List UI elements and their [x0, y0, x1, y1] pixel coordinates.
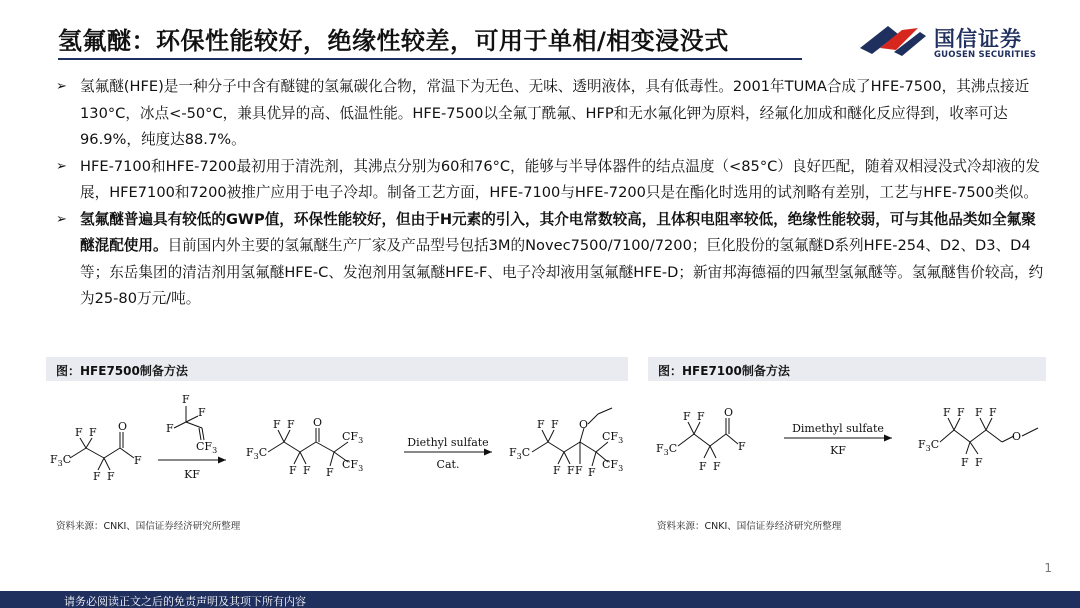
- brand-name: 国信证券: [934, 27, 1022, 51]
- hfe7500-scheme-drawing: [46, 388, 628, 503]
- svg-text:F: F: [713, 460, 721, 473]
- reagent-label: Diethyl sulfate: [407, 436, 489, 449]
- reagent-label: Dimethyl sulfate: [792, 422, 884, 435]
- svg-text:F: F: [738, 440, 746, 453]
- svg-text:O: O: [1012, 430, 1022, 443]
- svg-text:F: F: [166, 422, 174, 435]
- svg-text:CF3: $CF_3$: [342, 458, 364, 473]
- svg-text:F3C: $F_3C$: [509, 446, 531, 461]
- slide-header: [0, 0, 1080, 66]
- svg-text:F3C: $F_3C$: [50, 453, 72, 468]
- bullet-arrow-icon: ➢: [56, 211, 67, 227]
- hfe7500-reaction-scheme: [46, 388, 628, 503]
- hfe7100-scheme-drawing: [648, 388, 1046, 503]
- svg-text:O: O: [118, 420, 128, 433]
- svg-text:F: F: [588, 466, 596, 479]
- svg-text:F: F: [93, 470, 101, 483]
- bullet-normal-text: 目前国内外主要的氢氟醚生产厂家及产品型号包括3M的Novec7500/7100/7200；巨化股份的氢氟醚D系列HFE-254、D2、D3、D4等；东岳集团的清洁剂用氢氟醚HFE-C、发泡剂用氢氟醚HFE-F、电子冷却液用氢氟醚HFE-D；新宙邦海德福的四氟型氢氟醚等。氢氟醚售价较高，约为25-80万元/吨。: [80, 237, 1044, 307]
- svg-text:F: F: [697, 410, 705, 423]
- svg-text:F: F: [107, 470, 115, 483]
- figure-caption-bar-left: [46, 357, 628, 381]
- figure-source: 资料来源：CNKI、国信证券经济研究所整理: [56, 521, 241, 532]
- title-underline: [58, 58, 802, 60]
- svg-text:F: F: [575, 464, 583, 477]
- svg-text:F: F: [75, 426, 83, 439]
- svg-text:F: F: [943, 406, 951, 419]
- svg-text:F: F: [553, 464, 561, 477]
- bullet-arrow-icon: ➢: [56, 79, 67, 94]
- svg-text:O: O: [724, 406, 734, 419]
- svg-text:CF3: $CF_3$: [602, 458, 624, 473]
- svg-text:CF3: $CF_3$: [342, 430, 364, 445]
- svg-text:F: F: [134, 454, 142, 467]
- svg-text:F3C: $F_3C$: [918, 438, 940, 453]
- bullet-item-gwp: [56, 207, 1046, 313]
- page-number: 1: [1044, 561, 1052, 575]
- svg-text:F3C: $F_3C$: [656, 442, 678, 457]
- bullet-item-hfe7500: [56, 74, 1046, 154]
- bullet-text: 氢氟醚(HFE)是一种分子中含有醚键的氢氟碳化合物，常温下为无色、无味、透明液体，具有低毒性。2001年TUMA合成了HFE-7500，其沸点接近130°C，冰点<-50°C，兼具优异的高、低温性能。HFE-7500以全氟丁酰氟、HFP和无水氟化钾为原料，经氟化加成和醚化反应得到，收率可达96.9%，纯度达88.7%。: [80, 78, 1030, 148]
- bullet-bold-text: 氢氟醚普遍具有较低的GWP值，环保性能较好，但由于H元素的引入，其介电常数较高，且体积电阻率较低，绝缘性能较弱，可与其他品类如全氟聚醚混配使用。: [80, 210, 1036, 254]
- svg-text:F: F: [326, 466, 334, 479]
- svg-text:F: F: [198, 406, 206, 419]
- reagent-label: KF: [184, 468, 200, 481]
- svg-text:F: F: [182, 393, 190, 406]
- svg-text:CF3: $CF_3$: [196, 440, 218, 455]
- svg-text:F: F: [287, 418, 295, 431]
- figure-caption: 图：HFE7500制备方法: [56, 364, 188, 378]
- bullet-item-hfe7100-7200: [56, 154, 1046, 207]
- svg-text:F3C: $F_3C$: [246, 446, 268, 461]
- footer-bar: [0, 591, 1080, 608]
- svg-text:F: F: [273, 418, 281, 431]
- figure-caption: 图：HFE7100制备方法: [658, 364, 790, 378]
- reagent-label: Cat.: [436, 458, 460, 471]
- svg-text:F: F: [567, 464, 575, 477]
- bullet-arrow-icon: ➢: [56, 158, 67, 174]
- svg-text:CF3: $CF_3$: [602, 430, 624, 445]
- svg-text:F: F: [551, 418, 559, 431]
- svg-text:F: F: [961, 456, 969, 469]
- hfe7100-reaction-scheme: [648, 388, 1046, 503]
- svg-text:O: O: [579, 418, 589, 431]
- svg-text:F: F: [683, 410, 691, 423]
- figure-caption-bar-right: [648, 357, 1046, 381]
- svg-text:F: F: [303, 464, 311, 477]
- svg-text:F: F: [957, 406, 965, 419]
- footer-disclaimer: 请务必阅读正文之后的免责声明及其项下所有内容: [64, 595, 306, 608]
- svg-text:F: F: [537, 418, 545, 431]
- svg-text:F: F: [89, 426, 97, 439]
- svg-text:F: F: [975, 456, 983, 469]
- reagent-label: KF: [830, 444, 846, 457]
- bullet-text: HFE-7100和HFE-7200最初用于清洗剂，其沸点分别为60和76°C，能够与半导体器件的结点温度（<85°C）良好匹配，随着双相浸没式冷却液的发展，HFE7100和7200被推广应用于电子冷却。制备工艺方面，HFE-7100与HFE-7200只是在酯化时选用的试剂略有差别，工艺与HFE-7500类似。: [80, 157, 1040, 201]
- svg-text:F: F: [989, 406, 997, 419]
- svg-text:F: F: [975, 406, 983, 419]
- brand-name-en: GUOSEN SECURITIES: [934, 50, 1037, 60]
- svg-text:F: F: [289, 464, 297, 477]
- guosen-logo-icon: [858, 22, 928, 58]
- bullet-text: [80, 207, 1046, 313]
- page-title: 氢氟醚：环保性能较好，绝缘性较差，可用于单相/相变浸没式: [58, 27, 729, 55]
- figure-source: 资料来源：CNKI、国信证券经济研究所整理: [657, 521, 842, 532]
- bullet-list: [56, 74, 1046, 313]
- svg-text:F: F: [699, 460, 707, 473]
- svg-text:O: O: [313, 416, 323, 429]
